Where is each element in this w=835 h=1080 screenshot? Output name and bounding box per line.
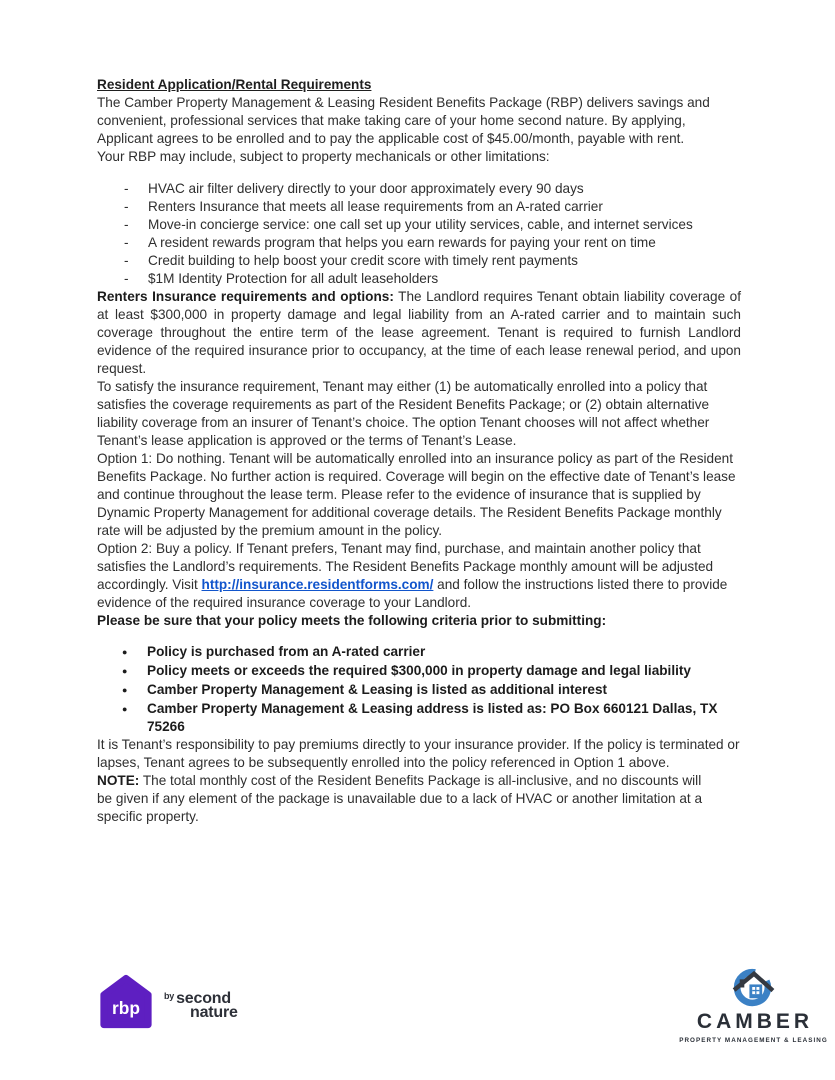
- list-item-text: A resident rewards program that helps you earn rewards for paying your rent on time: [148, 235, 656, 250]
- dash-marker: -: [124, 271, 129, 286]
- list-item: [97, 198, 741, 216]
- list-item-text: $1M Identity Protection for all adult leaseholders: [148, 271, 439, 286]
- list-item-text: Policy is purchased from an A-rated carrier: [147, 644, 426, 659]
- list-item: [97, 700, 741, 736]
- rbp-mark-text: rbp: [111, 998, 141, 1019]
- renters-requirements-heading: Renters Insurance requirements and options:: [97, 289, 394, 304]
- option2-paragraph: [97, 540, 741, 612]
- brand-word-nature: nature: [190, 1003, 238, 1021]
- dash-marker: -: [124, 217, 129, 232]
- list-item-text: Renters Insurance that meets all lease requirements from an A-rated carrier: [148, 199, 603, 214]
- list-item-text: Camber Property Management & Leasing is listed as additional interest: [147, 682, 608, 697]
- option2-text-before: Option 2: Buy a policy. If Tenant prefers, Tenant may find, purchase, and maintain another policy that satisfies the Landlord’s requirements. The Resident Benefits Package monthly amount will be adjusted accordingly. Visit: [97, 541, 714, 592]
- insurance-link[interactable]: http://insurance.residentforms.com/: [201, 577, 434, 592]
- second-nature-wordmark: [164, 989, 238, 1019]
- dash-marker: -: [124, 235, 129, 250]
- dash-marker: -: [124, 181, 129, 196]
- bullet-marker: ●: [122, 685, 128, 695]
- camber-tagline: PROPERTY MANAGEMENT & LEASING: [679, 1037, 828, 1044]
- note-label: NOTE:: [97, 773, 140, 788]
- rbp-house-icon: [97, 974, 155, 1033]
- document-body: [97, 76, 741, 826]
- list-item-text: Camber Property Management & Leasing address is listed as: PO Box 660121 Dallas, TX 75266: [147, 701, 718, 734]
- footer-logos: [97, 966, 828, 1044]
- list-item: [97, 180, 741, 198]
- list-item: [97, 681, 741, 699]
- option1-paragraph: Option 1: Do nothing. Tenant will be automatically enrolled into an insurance policy as part of the Resident Benefits Package. No further action is required. Coverage will begin on the effective date of Tenant’s lease and continue throughout the lease term. Please refer to the evidence of insurance that is supplied by Dynamic Property Management for additional coverage details. The Resident Benefits Package monthly rate will be adjusted by the premium amount in the policy.: [97, 451, 736, 538]
- rbp-include-lead: Your RBP may include, subject to property mechanicals or other limitations:: [97, 149, 550, 164]
- list-item-text: HVAC air filter delivery directly to your door approximately every 90 days: [148, 181, 584, 196]
- list-item-text: Credit building to help boost your credit score with timely rent payments: [148, 253, 578, 268]
- list-item: [97, 643, 741, 661]
- satisfy-requirement-paragraph: To satisfy the insurance requirement, Tenant may either (1) be automatically enrolled into a policy that satisfies the coverage requirements as part of the Resident Benefits Package; or (2) obtain alternative liability coverage from an insurer of Tenant’s choice. The option Tenant chooses will not affect whether Tenant’s lease application is approved or the terms of Tenant’s Lease.: [97, 379, 710, 448]
- intro-paragraph: The Camber Property Management & Leasing Resident Benefits Package (RBP) delivers savings and convenient, professional services that make taking care of your home second nature. By applying, Applicant agrees to be enrolled and to pay the applicable cost of $45.00/month, payable with rent.: [97, 95, 710, 146]
- dash-marker: -: [124, 253, 129, 268]
- criteria-list: [97, 643, 741, 736]
- bullet-marker: ●: [122, 666, 128, 676]
- list-item: [97, 662, 741, 680]
- camber-logo: [679, 966, 828, 1044]
- bullet-marker: ●: [122, 704, 128, 714]
- option2-text-after: and follow the instructions listed there to provide evidence of the required insurance coverage to your Landlord.: [97, 577, 728, 610]
- brand-word-second: second: [176, 989, 231, 1007]
- renters-requirements-paragraph: [97, 288, 741, 378]
- bullet-marker: ●: [122, 647, 128, 657]
- camber-house-icon: [730, 966, 777, 1009]
- renters-requirements-text: The Landlord requires Tenant obtain liability coverage of at least $300,000 in property damage and legal liability from an A-rated carrier and to maintain such coverage throughout the entire term of the lease agreement. Tenant is required to furnish Landlord evidence of the required insurance prior to occupancy, at the time of each lease renewal period, and upon request.: [97, 289, 741, 376]
- page-title: Resident Application/Rental Requirements: [97, 77, 372, 92]
- list-item-text: Move-in concierge service: one call set up your utility services, cable, and internet services: [148, 217, 693, 232]
- by-label: by: [164, 990, 175, 1001]
- note-paragraph: [97, 772, 717, 826]
- dash-marker: -: [124, 199, 129, 214]
- camber-wordmark: CAMBER: [696, 1010, 814, 1033]
- list-item-text: Policy meets or exceeds the required $300,000 in property damage and legal liability: [147, 663, 691, 678]
- criteria-heading: Please be sure that your policy meets the following criteria prior to submitting:: [97, 613, 607, 628]
- rbp-second-nature-logo: [97, 974, 238, 1033]
- rbp-benefits-list: [97, 180, 741, 288]
- list-item: [97, 252, 741, 270]
- responsibility-paragraph: It is Tenant’s responsibility to pay premiums directly to your insurance provider. If the policy is terminated or lapses, Tenant agrees to be subsequently enrolled into the policy referenced in Option 1 above.: [97, 737, 740, 770]
- list-item: [97, 234, 741, 252]
- list-item: [97, 270, 741, 288]
- list-item: [97, 216, 741, 234]
- note-text: The total monthly cost of the Resident Benefits Package is all-inclusive, and no discounts will be given if any element of the package is unavailable due to a lack of HVAC or another limitation at a specific property.: [97, 773, 703, 824]
